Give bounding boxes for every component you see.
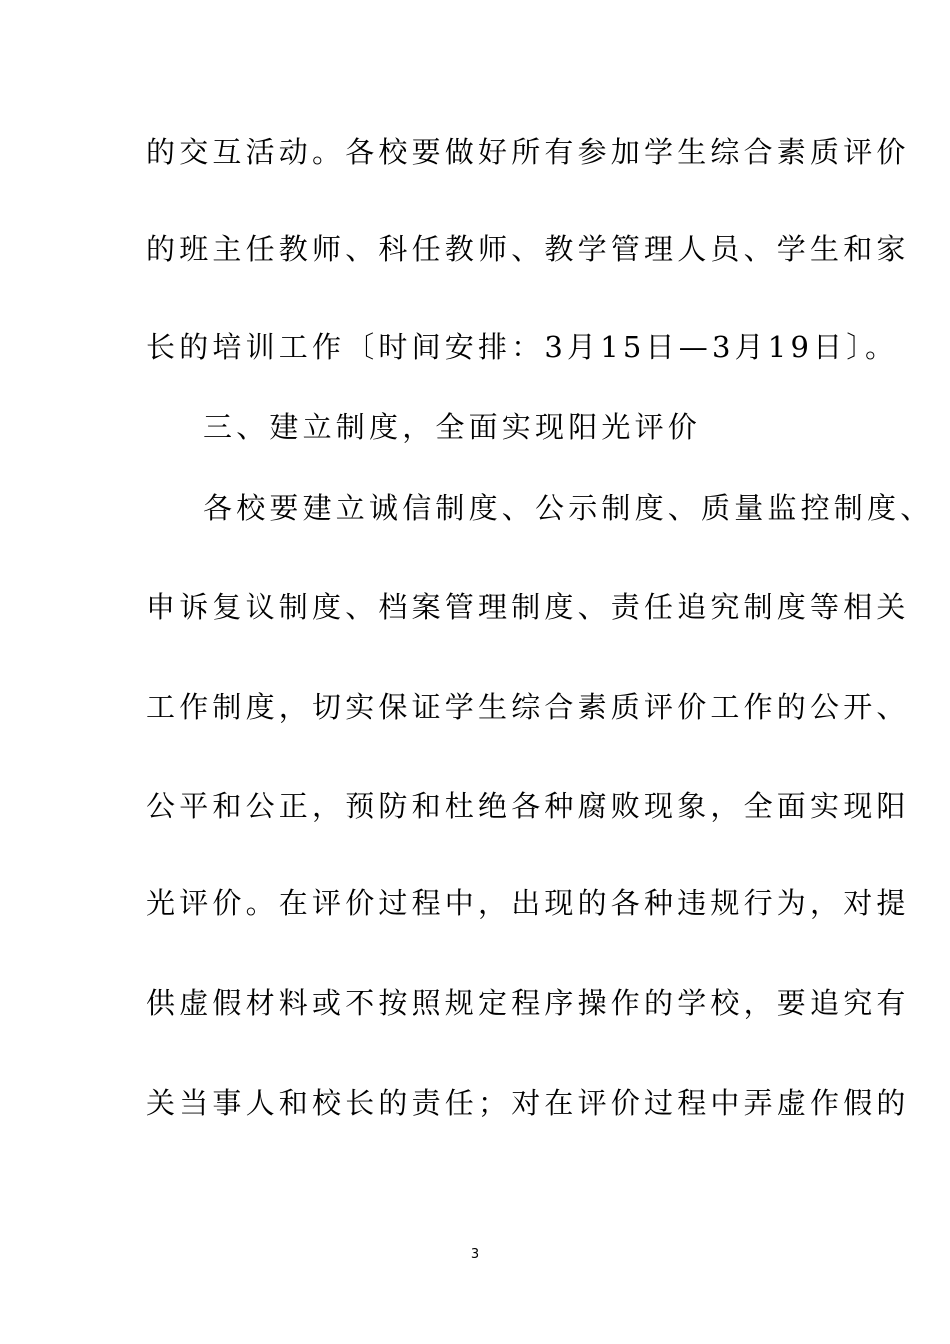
text-line: 供虚假材料或不按照规定程序操作的学校，要追究有 — [146, 986, 910, 1020]
text-line: 工作制度，切实保证学生综合素质评价工作的公开、 — [146, 690, 910, 724]
text-line: 公平和公正，预防和杜绝各种腐败现象，全面实现阳 — [146, 789, 910, 823]
text-line: 关当事人和校长的责任；对在评价过程中弄虚作假的 — [146, 1086, 910, 1120]
text-line: 光评价。在评价过程中，出现的各种违规行为，对提 — [146, 886, 910, 920]
text-line: 长的培训工作〔时间安排：3月15日—3月19日〕。 — [146, 330, 899, 364]
paragraph-first-line: 各校要建立诚信制度、公示制度、质量监控制度、 — [203, 491, 934, 525]
text-line: 的交互活动。各校要做好所有参加学生综合素质评价 — [146, 135, 910, 169]
section-heading: 三、建立制度，全面实现阳光评价 — [203, 410, 702, 444]
page-number: 3 — [470, 1247, 480, 1262]
text-line: 申诉复议制度、档案管理制度、责任追究制度等相关 — [146, 590, 910, 624]
text-line: 的班主任教师、科任教师、教学管理人员、学生和家 — [146, 232, 910, 266]
